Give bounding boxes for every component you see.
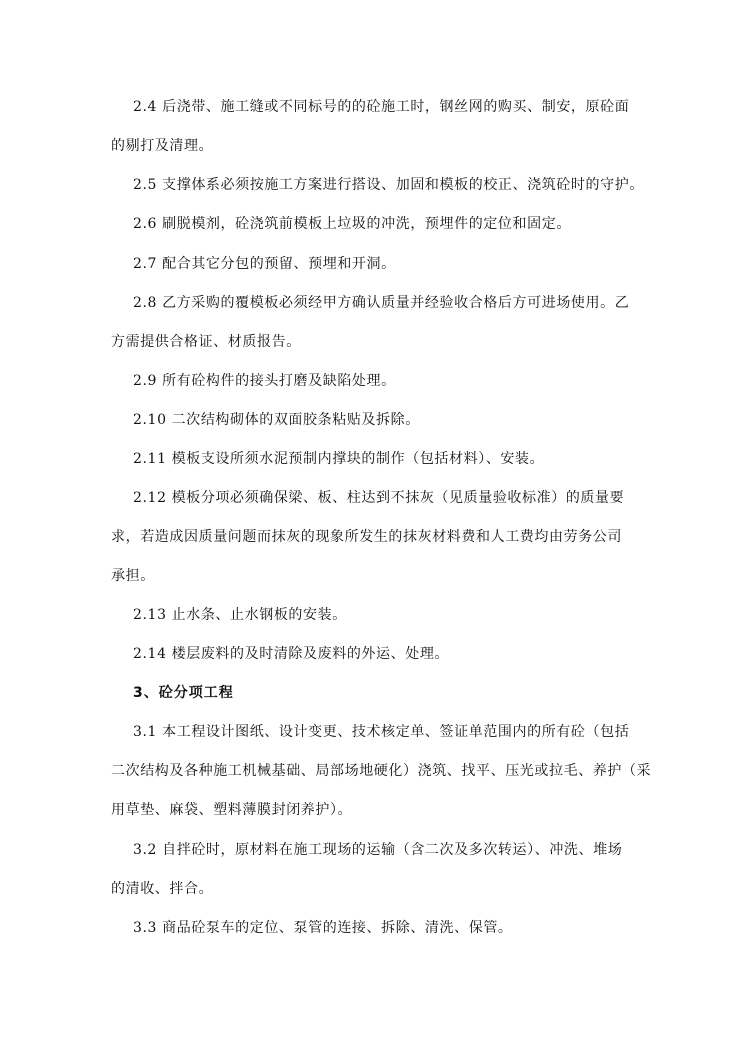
paragraph-3-2-line-1: 3.2 自拌砼时，原材料在施工现场的运输（含二次及多次转运）、冲洗、堆场 <box>133 842 623 858</box>
paragraph-2-12-line-3: 承担。 <box>111 568 155 584</box>
paragraph-2-12-line-1: 2.12 模板分项必须确保梁、板、柱达到不抹灰（见质量验收标准）的质量要 <box>133 490 625 506</box>
paragraph-3-1-line-1: 3.1 本工程设计图纸、设计变更、技术核定单、签证单范围内的所有砼（包括 <box>133 724 630 740</box>
paragraph-2-7: 2.7 配合其它分包的预留、预埋和开洞。 <box>133 256 396 272</box>
paragraph-3-2-line-2: 的清收、拌合。 <box>111 881 214 897</box>
paragraph-2-9: 2.9 所有砼构件的接头打磨及缺陷处理。 <box>133 373 396 389</box>
paragraph-2-5: 2.5 支撑体系必须按施工方案进行搭设、加固和模板的校正、浇筑砼时的守护。 <box>133 177 644 193</box>
paragraph-2-10: 2.10 二次结构砌体的双面胶条粘贴及拆除。 <box>133 412 420 428</box>
paragraph-2-8-line-1: 2.8 乙方采购的覆模板必须经甲方确认质量并经验收合格后方可进场使用。乙 <box>133 295 630 311</box>
paragraph-2-8-line-2: 方需提供合格证、材质报告。 <box>111 334 301 350</box>
paragraph-2-12-line-2: 求，若造成因质量问题而抹灰的现象所发生的抹灰材料费和人工费均由劳务公司 <box>111 529 622 545</box>
section-heading-3: 3、砼分项工程 <box>133 685 234 701</box>
paragraph-3-3: 3.3 商品砼泵车的定位、泵管的连接、拆除、清洗、保管。 <box>133 920 513 936</box>
paragraph-2-4-line-1: 2.4 后浇带、施工缝或不同标号的的砼施工时，钢丝网的购买、制安，原砼面 <box>133 99 630 115</box>
paragraph-2-4-line-2: 的剔打及清理。 <box>111 138 214 154</box>
paragraph-2-13: 2.13 止水条、止水钢板的安装。 <box>133 607 347 623</box>
paragraph-2-11: 2.11 模板支设所须水泥预制内撑块的制作（包括材料）、安装。 <box>133 451 545 467</box>
paragraph-3-1-line-2: 二次结构及各种施工机械基础、局部场地硬化）浇筑、找平、压光或拉毛、养护（采 <box>111 763 652 779</box>
paragraph-2-14: 2.14 楼层废料的及时清除及废料的外运、处理。 <box>133 646 450 662</box>
paragraph-2-6: 2.6 刷脱模剂，砼浇筑前模板上垃圾的冲洗，预埋件的定位和固定。 <box>133 216 571 232</box>
paragraph-3-1-line-3: 用草垫、麻袋、塑料薄膜封闭养护）。 <box>111 802 353 818</box>
